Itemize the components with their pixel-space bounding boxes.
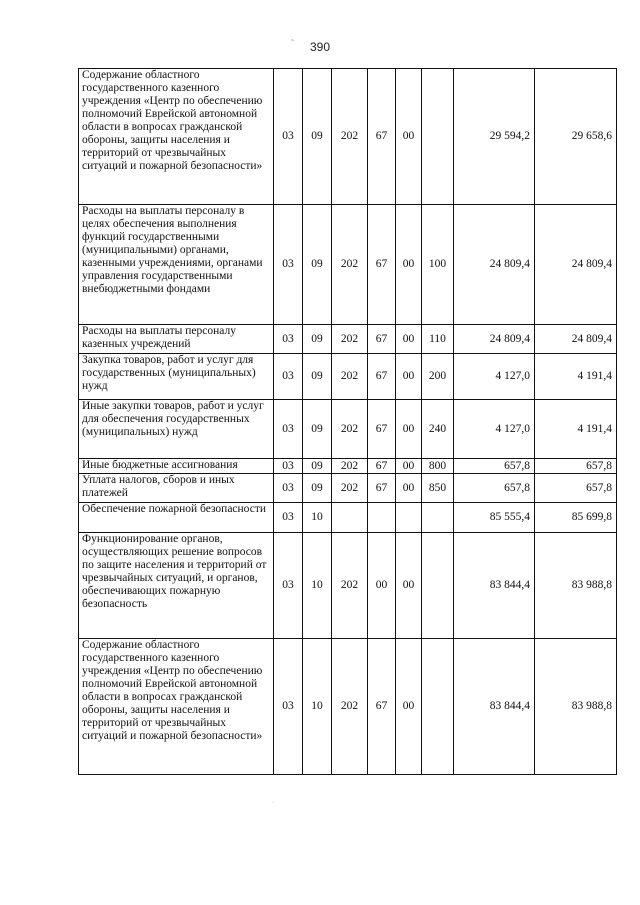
row-name: Обеспечение пожарной безопасности (79, 503, 274, 533)
program-code: 202 (332, 69, 368, 205)
row-name: Уплата налогов, сборов и иных платежей (79, 474, 274, 503)
table-row (79, 474, 617, 503)
subprogram-code: 67 (368, 639, 396, 775)
expense-type-code (422, 533, 454, 639)
direction-code: 00 (396, 474, 422, 503)
direction-code: 00 (396, 459, 422, 474)
scan-dot: · (272, 800, 274, 806)
subprogram-code: 00 (368, 533, 396, 639)
program-code: 202 (332, 533, 368, 639)
table-row (79, 325, 617, 354)
direction-code: 00 (396, 354, 422, 400)
program-code: 202 (332, 325, 368, 354)
row-name: Закупка товаров, работ и услуг для государственных (муниципальных) нужд (79, 354, 274, 400)
subsection-code: 10 (303, 639, 332, 775)
program-code (332, 503, 368, 533)
direction-code: 00 (396, 69, 422, 205)
direction-code: 00 (396, 400, 422, 459)
section-code: 03 (274, 639, 303, 775)
direction-code: 00 (396, 639, 422, 775)
direction-code: 00 (396, 325, 422, 354)
table-row (79, 639, 617, 775)
direction-code: 00 (396, 205, 422, 325)
section-code: 03 (274, 69, 303, 205)
subprogram-code: 67 (368, 459, 396, 474)
row-name: Иные бюджетные ассигнования (79, 459, 274, 474)
section-code: 03 (274, 325, 303, 354)
amount-year-1: 83 844,4 (454, 639, 535, 775)
table-row (79, 533, 617, 639)
section-code: 03 (274, 354, 303, 400)
section-code: 03 (274, 205, 303, 325)
program-code: 202 (332, 474, 368, 503)
amount-year-2: 657,8 (535, 474, 617, 503)
program-code: 202 (332, 459, 368, 474)
section-code: 03 (274, 503, 303, 533)
row-name: Расходы на выплаты персоналу в целях обеспечения выполнения функций государственными (муниципальными) органами, казенными учреждениями, органами управления государственными внебюджетными фондами (79, 205, 274, 325)
subsection-code: 09 (303, 459, 332, 474)
section-code: 03 (274, 400, 303, 459)
amount-year-1: 24 809,4 (454, 325, 535, 354)
row-name: Расходы на выплаты персоналу казенных учреждений (79, 325, 274, 354)
subprogram-code: 67 (368, 474, 396, 503)
expense-type-code: 850 (422, 474, 454, 503)
scan-mark: ˜ (291, 38, 294, 48)
program-code: 202 (332, 400, 368, 459)
section-code: 03 (274, 474, 303, 503)
amount-year-1: 657,8 (454, 474, 535, 503)
table-row (79, 400, 617, 459)
table-row (79, 459, 617, 474)
subprogram-code (368, 503, 396, 533)
table-row (79, 69, 617, 205)
subsection-code: 09 (303, 69, 332, 205)
section-code: 03 (274, 533, 303, 639)
amount-year-1: 4 127,0 (454, 354, 535, 400)
subsection-code: 09 (303, 205, 332, 325)
amount-year-2: 4 191,4 (535, 400, 617, 459)
amount-year-2: 4 191,4 (535, 354, 617, 400)
row-name: Содержание областного государственного казенного учреждения «Центр по обеспечению полномочий Еврейской автономной области в вопросах гражданской обороны, защиты населения и территорий от чрезвычайных ситуаций и пожарной безопасности» (79, 639, 274, 775)
row-name: Содержание областного государственного казенного учреждения «Центр по обеспечению полномочий Еврейской автономной области в вопросах гражданской обороны, защиты населения и территорий от чрезвычайных ситуаций и пожарной безопасности» (79, 69, 274, 205)
amount-year-1: 29 594,2 (454, 69, 535, 205)
expense-type-code: 240 (422, 400, 454, 459)
subsection-code: 09 (303, 400, 332, 459)
amount-year-2: 24 809,4 (535, 205, 617, 325)
row-name: Функционирование органов, осуществляющих решение вопросов по защите населения и территорий от чрезвычайных ситуаций, и органов, обеспечивающих пожарную безопасность (79, 533, 274, 639)
subsection-code: 10 (303, 533, 332, 639)
subsection-code: 10 (303, 503, 332, 533)
program-code: 202 (332, 205, 368, 325)
amount-year-1: 83 844,4 (454, 533, 535, 639)
expense-type-code: 100 (422, 205, 454, 325)
amount-year-1: 657,8 (454, 459, 535, 474)
amount-year-1: 24 809,4 (454, 205, 535, 325)
expense-type-code: 110 (422, 325, 454, 354)
program-code: 202 (332, 354, 368, 400)
table-row (79, 205, 617, 325)
subsection-code: 09 (303, 354, 332, 400)
budget-table-body (79, 69, 617, 775)
subprogram-code: 67 (368, 325, 396, 354)
subprogram-code: 67 (368, 354, 396, 400)
amount-year-1: 85 555,4 (454, 503, 535, 533)
subprogram-code: 67 (368, 205, 396, 325)
amount-year-2: 83 988,8 (535, 533, 617, 639)
page-number: 390 (309, 40, 331, 54)
budget-table (78, 68, 617, 775)
row-name: Иные закупки товаров, работ и услуг для обеспечения государственных (муниципальных) нужд (79, 400, 274, 459)
amount-year-2: 24 809,4 (535, 325, 617, 354)
amount-year-2: 85 699,8 (535, 503, 617, 533)
table-row (79, 354, 617, 400)
direction-code: 00 (396, 533, 422, 639)
expense-type-code (422, 639, 454, 775)
amount-year-1: 4 127,0 (454, 400, 535, 459)
subsection-code: 09 (303, 474, 332, 503)
section-code: 03 (274, 459, 303, 474)
subprogram-code: 67 (368, 400, 396, 459)
expense-type-code (422, 503, 454, 533)
table-row (79, 503, 617, 533)
subprogram-code: 67 (368, 69, 396, 205)
expense-type-code (422, 69, 454, 205)
amount-year-2: 83 988,8 (535, 639, 617, 775)
expense-type-code: 200 (422, 354, 454, 400)
subsection-code: 09 (303, 325, 332, 354)
amount-year-2: 29 658,6 (535, 69, 617, 205)
expense-type-code: 800 (422, 459, 454, 474)
program-code: 202 (332, 639, 368, 775)
direction-code (396, 503, 422, 533)
amount-year-2: 657,8 (535, 459, 617, 474)
